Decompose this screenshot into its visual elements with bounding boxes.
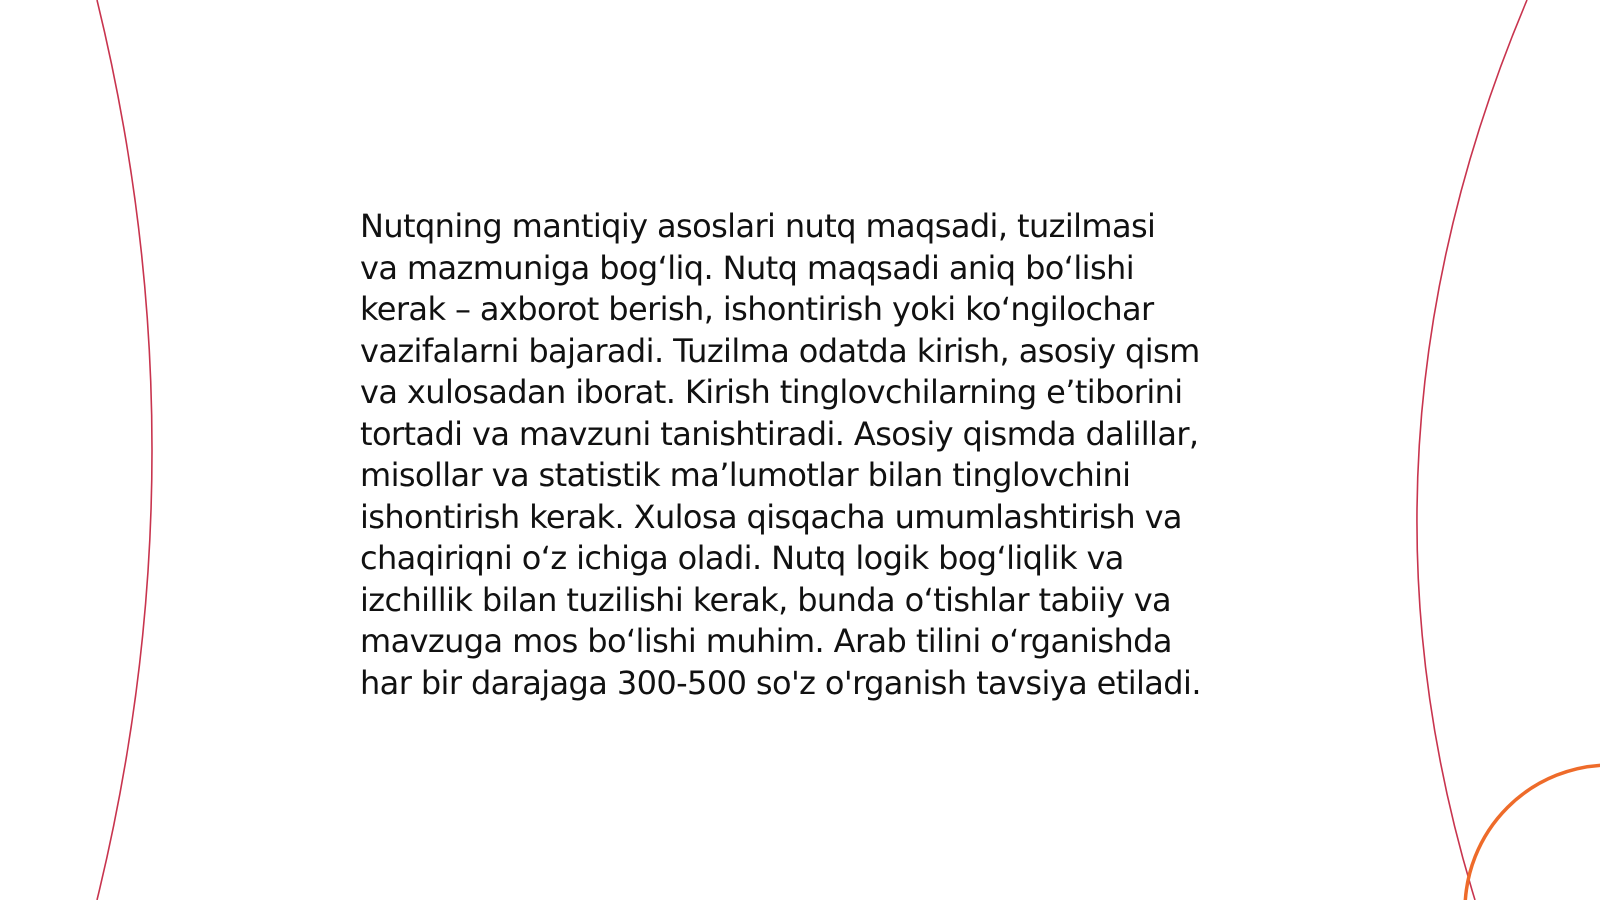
- orange-circle-decoration: [1465, 765, 1600, 900]
- left-curve: [97, 0, 152, 900]
- text-line-5: va xulosadan iborat. Kirish tinglovchilarning e’tiborini: [360, 373, 1183, 411]
- text-line-2: va mazmuniga bog‘liq. Nutq maqsadi aniq bo‘lishi: [360, 248, 1134, 287]
- text-line-12: har bir darajaga 300-500 so'z o'rganish tavsiya etiladi.: [360, 663, 1201, 702]
- text-line-8: ishontirish kerak. Xulosa qisqacha umumlashtirish va: [360, 497, 1182, 536]
- text-line-9: chaqiriqni o‘z ichiga oladi. Nutq logik bog‘liqlik va: [360, 539, 1124, 577]
- text-line-11: mavzuga mos bo‘lishi muhim. Arab tilini o‘rganishda: [360, 622, 1172, 660]
- text-line-4: vazifalarni bajaradi. Tuzilma odatda kirish, asosiy qism: [360, 331, 1200, 370]
- right-curve: [1417, 0, 1527, 900]
- text-line-3: kerak – axborot berish, ishontirish yoki ko‘ngilochar: [360, 290, 1154, 328]
- text-line-6: tortadi va mavzuni tanishtiradi. Asosiy qismda dalillar,: [360, 414, 1199, 453]
- text-line-1: Nutqning mantiqiy asoslari nutq maqsadi, tuzilmasi: [360, 207, 1156, 245]
- text-line-7: misollar va statistik ma’lumotlar bilan tinglovchini: [360, 456, 1131, 494]
- body-paragraph: [360, 206, 1260, 704]
- text-line-10: izchillik bilan tuzilishi kerak, bunda o‘tishlar tabiiy va: [360, 580, 1172, 619]
